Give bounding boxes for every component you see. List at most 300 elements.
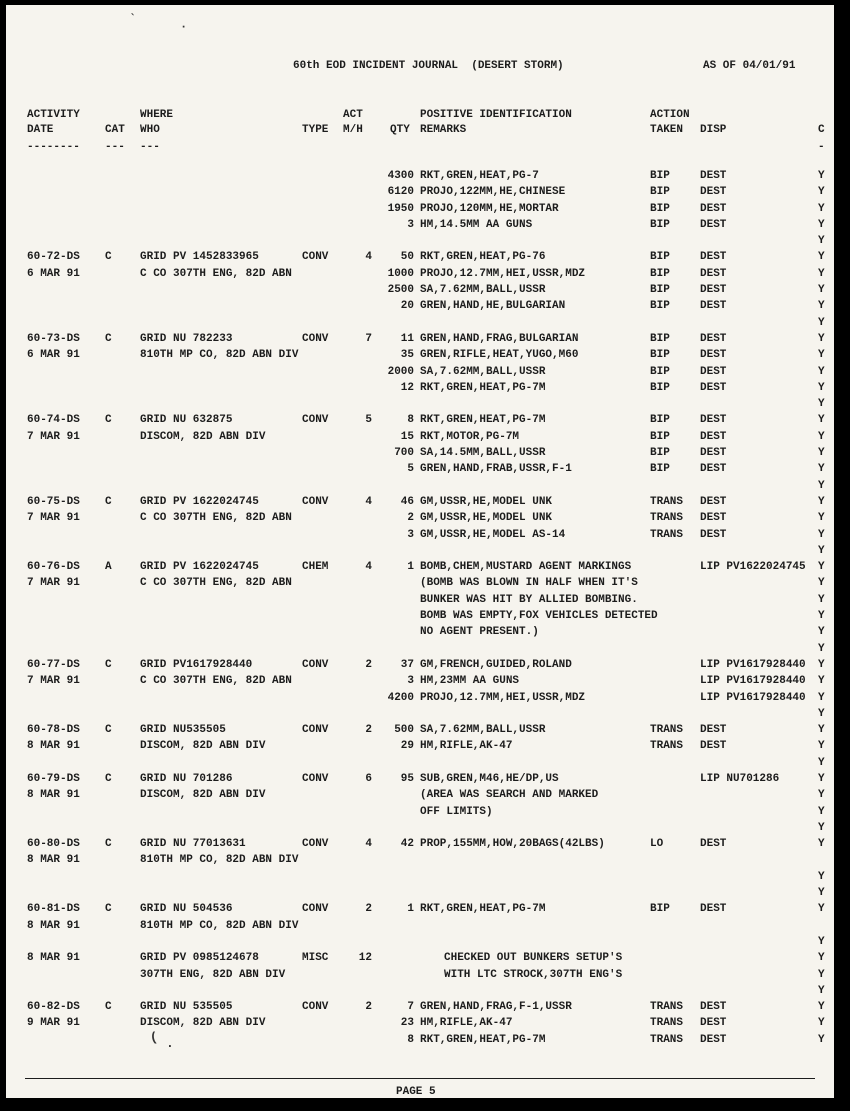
cell-rem: PROJO,120MM,HE,MORTAR	[420, 202, 559, 215]
cell-cat: C	[105, 1001, 112, 1014]
journal-line	[0, 626, 850, 642]
cell-d: 6 MAR 91	[27, 349, 80, 362]
cell-qty: 8	[407, 414, 414, 427]
cell-c: Y	[818, 838, 825, 851]
journal-line	[0, 675, 850, 691]
cell-who: 810TH MP CO, 82D ABN DIV	[140, 349, 299, 362]
cell-disp: DEST	[700, 1017, 727, 1030]
cell-who: C CO 307TH ENG, 82D ABN	[140, 267, 292, 280]
cell-qty: 11	[400, 332, 414, 345]
cell-act: TRANS	[650, 724, 684, 737]
cell-qty: 500	[394, 724, 414, 737]
cell-act: BIP	[650, 332, 670, 345]
cell-cat: C	[105, 772, 112, 785]
cell-qty: 1	[407, 903, 414, 916]
journal-line	[0, 822, 850, 838]
cell-rem: RKT,GREN,HEAT,PG-76	[420, 251, 546, 264]
cell-c: Y	[818, 577, 825, 590]
col-header-c: C	[818, 124, 825, 136]
cell-rem: GREN,HAND,FRAG,BULGARIAN	[420, 332, 579, 345]
col-header-taken: TAKEN	[650, 124, 684, 136]
journal-line	[0, 936, 850, 952]
cell-mh: 2	[365, 1001, 372, 1014]
cell-mh: 2	[365, 658, 372, 671]
cell-c: Y	[818, 1017, 825, 1030]
cell-disp: LIP PV1617928440	[700, 675, 806, 688]
cell-qty: 2500	[387, 284, 414, 297]
cell-disp: DEST	[700, 381, 727, 394]
cell-rem: RKT,GREN,HEAT,PG-7M	[420, 1033, 546, 1046]
cell-who: DISCOM, 82D ABN DIV	[140, 740, 266, 753]
journal-line	[0, 284, 850, 300]
cell-d: 9 MAR 91	[27, 1017, 80, 1030]
journal-line	[0, 577, 850, 593]
col-header-qty: QTY	[390, 124, 410, 136]
cell-d: 60-72-DS	[27, 251, 80, 264]
journal-line	[0, 969, 850, 985]
journal-line	[0, 789, 850, 805]
cell-rem: GM,FRENCH,GUIDED,ROLAND	[420, 658, 572, 671]
journal-line	[0, 643, 850, 659]
cell-type: CONV	[302, 414, 329, 427]
cell-mh: 12	[358, 952, 372, 965]
cell-c: Y	[818, 495, 825, 508]
cell-c: Y	[818, 447, 825, 460]
cell-qty: 6120	[387, 186, 414, 199]
journal-line	[0, 512, 850, 528]
journal-line	[0, 545, 850, 561]
cell-mh: 2	[365, 903, 372, 916]
journal-line	[0, 186, 850, 202]
cell-d: 7 MAR 91	[27, 512, 80, 525]
cell-cat: C	[105, 495, 112, 508]
journal-line	[0, 610, 850, 626]
cell-disp: DEST	[700, 495, 727, 508]
cell-rem: RKT,GREN,HEAT,PG-7	[420, 170, 539, 182]
cell-disp: DEST	[700, 332, 727, 345]
cell-d: 8 MAR 91	[27, 854, 80, 867]
cell-disp: DEST	[700, 170, 727, 182]
cell-act: BIP	[650, 903, 670, 916]
cell-disp: DEST	[700, 447, 727, 460]
cell-c: Y	[818, 463, 825, 476]
cell-disp: LIP NU701286	[700, 772, 780, 785]
journal-line	[0, 219, 850, 235]
journal-line	[0, 382, 850, 398]
cell-c: Y	[818, 300, 825, 313]
cell-c: Y	[818, 365, 825, 378]
cell-disp: DEST	[700, 414, 727, 427]
cell-qty: 1950	[387, 202, 414, 215]
cell-c: Y	[818, 707, 825, 720]
cell-c: Y	[818, 691, 825, 704]
col-header-who: WHO	[140, 124, 160, 136]
journal-line	[0, 251, 850, 267]
cell-c: Y	[818, 789, 825, 802]
cell-mh: 4	[365, 838, 372, 851]
cell-d: 60-82-DS	[27, 1001, 80, 1014]
cell-c: Y	[818, 593, 825, 606]
cell-disp: DEST	[700, 202, 727, 215]
journal-line	[0, 838, 850, 854]
journal-line	[0, 806, 850, 822]
cell-c: Y	[818, 349, 825, 362]
cell-act: LO	[650, 838, 664, 851]
journal-line	[0, 463, 850, 479]
cell-who: C CO 307TH ENG, 82D ABN	[140, 675, 292, 688]
cell-disp: DEST	[700, 251, 727, 264]
cell-c: Y	[818, 398, 825, 411]
cell-type: CHEM	[302, 561, 329, 574]
cell-c: Y	[818, 626, 825, 639]
cell-c: Y	[818, 968, 825, 981]
cell-who: GRID NU 701286	[140, 772, 233, 785]
col-header-action: ACTION	[650, 109, 690, 121]
cell-d: 60-81-DS	[27, 903, 80, 916]
journal-line	[0, 268, 850, 284]
cell-rem: RKT,GREN,HEAT,PG-7M	[420, 903, 546, 916]
journal-line	[0, 317, 850, 333]
cell-type: CONV	[302, 495, 329, 508]
cell-rem: CHECKED OUT BUNKERS SETUP'S	[444, 952, 623, 965]
col-header-remarks: REMARKS	[420, 124, 467, 136]
cell-d: 60-77-DS	[27, 658, 80, 671]
cell-qty: 4200	[387, 691, 414, 704]
journal-line	[0, 496, 850, 512]
cell-disp: DEST	[700, 365, 727, 378]
cell-type: CONV	[302, 251, 329, 264]
cell-d: 60-74-DS	[27, 414, 80, 427]
cell-who: GRID NU 535505	[140, 1001, 233, 1014]
cell-d: 60-75-DS	[27, 495, 80, 508]
cell-disp: DEST	[700, 838, 727, 851]
journal-line	[0, 724, 850, 740]
cell-rem: RKT,GREN,HEAT,PG-7M	[420, 414, 546, 427]
col-header-activity: ACTIVITY	[27, 109, 80, 121]
cell-act: TRANS	[650, 1033, 684, 1046]
cell-c: Y	[818, 186, 825, 199]
cell-qty: 20	[400, 300, 414, 313]
cell-c: Y	[818, 332, 825, 345]
cell-disp: DEST	[700, 186, 727, 199]
cell-mh: 4	[365, 495, 372, 508]
cell-who: GRID PV 1622024745	[140, 561, 259, 574]
cell-who: C CO 307TH ENG, 82D ABN	[140, 512, 292, 525]
cell-c: Y	[818, 235, 825, 248]
footer-rule	[25, 1078, 815, 1079]
cell-c: Y	[818, 756, 825, 769]
cell-who: 810TH MP CO, 82D ABN DIV	[140, 854, 299, 867]
cell-d: 60-80-DS	[27, 838, 80, 851]
cell-who: GRID NU 504536	[140, 903, 233, 916]
cell-rem: SA,7.62MM,BALL,USSR	[420, 724, 546, 737]
cell-c: Y	[818, 251, 825, 264]
journal-line	[0, 366, 850, 382]
ink-mark: ·	[180, 20, 188, 34]
cell-act: BIP	[650, 463, 670, 476]
cell-d: 60-76-DS	[27, 561, 80, 574]
cell-rem: (AREA WAS SEARCH AND MARKED	[420, 789, 599, 802]
cell-c: Y	[818, 642, 825, 655]
cell-act: TRANS	[650, 512, 684, 525]
cell-type: MISC	[302, 952, 329, 965]
journal-line	[0, 1017, 850, 1033]
cell-type: CONV	[302, 1001, 329, 1014]
cell-disp: DEST	[700, 1033, 727, 1046]
cell-qty: 3	[407, 218, 414, 231]
cell-mh: 6	[365, 772, 372, 785]
header-rule-date: --------	[27, 141, 80, 153]
cell-rem: GREN,HAND,FRAB,USSR,F-1	[420, 463, 572, 476]
cell-act: TRANS	[650, 1017, 684, 1030]
cell-d: 7 MAR 91	[27, 430, 80, 443]
cell-d: 8 MAR 91	[27, 952, 80, 965]
cell-rem: HM,14.5MM AA GUNS	[420, 218, 533, 231]
cell-rem: RKT,GREN,HEAT,PG-7M	[420, 381, 546, 394]
cell-rem: GM,USSR,HE,MODEL UNK	[420, 512, 553, 525]
cell-c: Y	[818, 267, 825, 280]
cell-c: Y	[818, 381, 825, 394]
cell-qty: 95	[400, 772, 414, 785]
journal-line	[0, 692, 850, 708]
cell-disp: DEST	[700, 1001, 727, 1014]
cell-disp: DEST	[700, 903, 727, 916]
cell-rem: GREN,RIFLE,HEAT,YUGO,M60	[420, 349, 579, 362]
cell-qty: 700	[394, 447, 414, 460]
cell-qty: 37	[400, 658, 414, 671]
header-rule-c: -	[818, 141, 825, 153]
cell-cat: C	[105, 724, 112, 737]
journal-line	[0, 952, 850, 968]
cell-rem: BOMB,CHEM,MUSTARD AGENT MARKINGS	[420, 561, 632, 574]
cell-who: DISCOM, 82D ABN DIV	[140, 430, 266, 443]
cell-type: CONV	[302, 724, 329, 737]
cell-who: GRID NU 782233	[140, 332, 233, 345]
cell-d: 60-79-DS	[27, 772, 80, 785]
cell-act: BIP	[650, 218, 670, 231]
cell-c: Y	[818, 1033, 825, 1046]
cell-rem: SA,7.62MM,BALL,USSR	[420, 365, 546, 378]
cell-qty: 2000	[387, 365, 414, 378]
journal-line	[0, 170, 850, 186]
cell-rem: BOMB WAS EMPTY,FOX VEHICLES DETECTED	[420, 610, 658, 623]
cell-rem: HM,RIFLE,AK-47	[420, 740, 513, 753]
cell-who: GRID NU 632875	[140, 414, 233, 427]
cell-act: BIP	[650, 267, 670, 280]
journal-line	[0, 1001, 850, 1017]
col-header-type: TYPE	[302, 124, 329, 136]
cell-rem: WITH LTC STROCK,307TH ENG'S	[444, 968, 623, 981]
cell-rem: SUB,GREN,M46,HE/DP,US	[420, 772, 559, 785]
header-rule-who: ---	[140, 141, 160, 153]
journal-line	[0, 887, 850, 903]
cell-c: Y	[818, 316, 825, 329]
cell-who: GRID PV 1452833965	[140, 251, 259, 264]
cell-cat: C	[105, 658, 112, 671]
cell-who: GRID NU535505	[140, 724, 226, 737]
journal-line	[0, 447, 850, 463]
journal-line	[0, 594, 850, 610]
cell-qty: 2	[407, 512, 414, 525]
journal-line	[0, 871, 850, 887]
journal-line	[0, 480, 850, 496]
cell-who: GRID PV 1622024745	[140, 495, 259, 508]
cell-d: 60-73-DS	[27, 332, 80, 345]
document-title: 60th EOD INCIDENT JOURNAL (DESERT STORM)	[293, 60, 564, 72]
cell-rem: PROJO,122MM,HE,CHINESE	[420, 186, 566, 199]
cell-qty: 12	[400, 381, 414, 394]
cell-rem: GM,USSR,HE,MODEL UNK	[420, 495, 553, 508]
cell-c: Y	[818, 805, 825, 818]
cell-rem: PROP,155MM,HOW,20BAGS(42LBS)	[420, 838, 605, 851]
cell-cat: C	[105, 251, 112, 264]
journal-line	[0, 740, 850, 756]
page-number: PAGE 5	[396, 1086, 436, 1098]
cell-type: CONV	[302, 903, 329, 916]
cell-c: Y	[818, 561, 825, 574]
cell-c: Y	[818, 903, 825, 916]
cell-c: Y	[818, 170, 825, 182]
cell-act: BIP	[650, 414, 670, 427]
cell-rem: PROJO,12.7MM,HEI,USSR,MDZ	[420, 267, 586, 280]
journal-line	[0, 773, 850, 789]
cell-c: Y	[818, 821, 825, 834]
cell-who: C CO 307TH ENG, 82D ABN	[140, 577, 292, 590]
journal-line	[0, 1034, 850, 1050]
cell-d: 8 MAR 91	[27, 789, 80, 802]
handwritten-mark: (	[148, 1029, 159, 1046]
cell-act: BIP	[650, 186, 670, 199]
cell-c: Y	[818, 528, 825, 541]
journal-line	[0, 561, 850, 577]
cell-d: 60-78-DS	[27, 724, 80, 737]
ink-mark: `	[126, 11, 137, 27]
cell-act: TRANS	[650, 1001, 684, 1014]
cell-disp: DEST	[700, 463, 727, 476]
cell-d: 8 MAR 91	[27, 740, 80, 753]
journal-line	[0, 529, 850, 545]
cell-d: 8 MAR 91	[27, 919, 80, 932]
cell-disp: DEST	[700, 218, 727, 231]
cell-qty: 5	[407, 463, 414, 476]
cell-c: Y	[818, 870, 825, 883]
cell-qty: 23	[400, 1017, 414, 1030]
journal-line	[0, 757, 850, 773]
cell-disp: LIP PV1617928440	[700, 691, 806, 704]
cell-c: Y	[818, 544, 825, 557]
cell-act: TRANS	[650, 740, 684, 753]
cell-act: BIP	[650, 300, 670, 313]
cell-qty: 15	[400, 430, 414, 443]
cell-cat: C	[105, 414, 112, 427]
journal-line	[0, 854, 850, 870]
cell-cat: C	[105, 903, 112, 916]
cell-qty: 46	[400, 495, 414, 508]
cell-cat: C	[105, 332, 112, 345]
cell-qty: 1	[407, 561, 414, 574]
cell-disp: DEST	[700, 512, 727, 525]
cell-disp: DEST	[700, 740, 727, 753]
cell-c: Y	[818, 887, 825, 900]
cell-c: Y	[818, 414, 825, 427]
cell-disp: DEST	[700, 300, 727, 313]
cell-act: BIP	[650, 381, 670, 394]
cell-disp: DEST	[700, 528, 727, 541]
cell-disp: DEST	[700, 430, 727, 443]
cell-qty: 7	[407, 1001, 414, 1014]
cell-who: GRID NU 77013631	[140, 838, 246, 851]
cell-cat: A	[105, 561, 112, 574]
col-header-cat: CAT	[105, 124, 125, 136]
journal-line	[0, 920, 850, 936]
cell-rem: SA,7.62MM,BALL,USSR	[420, 284, 546, 297]
cell-rem: RKT,MOTOR,PG-7M	[420, 430, 520, 443]
cell-mh: 5	[365, 414, 372, 427]
cell-act: TRANS	[650, 495, 684, 508]
cell-act: BIP	[650, 430, 670, 443]
cell-act: BIP	[650, 349, 670, 362]
cell-rem: (BOMB WAS BLOWN IN HALF WHEN IT'S	[420, 577, 638, 590]
journal-line	[0, 659, 850, 675]
col-header-act: ACT	[343, 109, 363, 121]
cell-act: BIP	[650, 251, 670, 264]
cell-c: Y	[818, 202, 825, 215]
cell-c: Y	[818, 984, 825, 997]
journal-line	[0, 349, 850, 365]
cell-act: BIP	[650, 170, 670, 182]
cell-type: CONV	[302, 332, 329, 345]
cell-qty: 4300	[387, 170, 414, 182]
cell-c: Y	[818, 772, 825, 785]
cell-qty: 3	[407, 675, 414, 688]
cell-who: 307TH ENG, 82D ABN DIV	[140, 968, 286, 981]
cell-cat: C	[105, 838, 112, 851]
cell-c: Y	[818, 1001, 825, 1014]
cell-c: Y	[818, 610, 825, 623]
cell-c: Y	[818, 479, 825, 492]
cell-who: GRID PV 0985124678	[140, 952, 259, 965]
cell-act: BIP	[650, 365, 670, 378]
cell-disp: DEST	[700, 724, 727, 737]
cell-mh: 2	[365, 724, 372, 737]
journal-line	[0, 235, 850, 251]
cell-act: TRANS	[650, 528, 684, 541]
cell-c: Y	[818, 218, 825, 231]
cell-disp: DEST	[700, 349, 727, 362]
journal-line	[0, 903, 850, 919]
cell-rem: BUNKER WAS HIT BY ALLIED BOMBING.	[420, 593, 638, 606]
cell-c: Y	[818, 675, 825, 688]
cell-c: Y	[818, 284, 825, 297]
cell-c: Y	[818, 935, 825, 948]
cell-rem: GREN,HAND,FRAG,F-1,USSR	[420, 1001, 572, 1014]
cell-act: BIP	[650, 202, 670, 215]
cell-mh: 4	[365, 561, 372, 574]
cell-c: Y	[818, 952, 825, 965]
cell-disp: DEST	[700, 284, 727, 297]
scan-edge-top	[0, 0, 850, 5]
cell-c: Y	[818, 740, 825, 753]
cell-type: CONV	[302, 772, 329, 785]
journal-line	[0, 398, 850, 414]
cell-disp: DEST	[700, 267, 727, 280]
cell-rem: NO AGENT PRESENT.)	[420, 626, 539, 639]
journal-line	[0, 708, 850, 724]
journal-line	[0, 333, 850, 349]
cell-c: Y	[818, 512, 825, 525]
cell-who: 810TH MP CO, 82D ABN DIV	[140, 919, 299, 932]
cell-qty: 3	[407, 528, 414, 541]
